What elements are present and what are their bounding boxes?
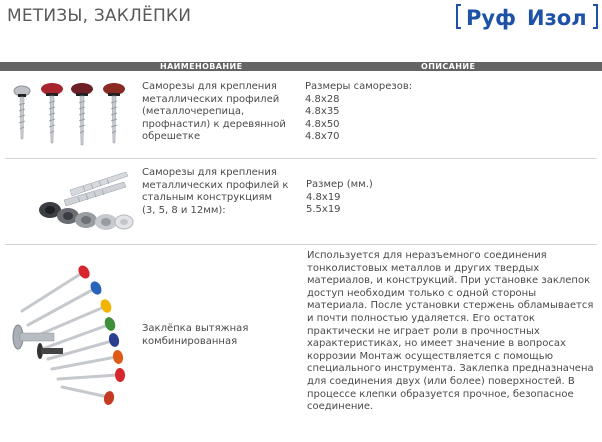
row-1-name-line: профнастил) к деревянной bbox=[142, 118, 286, 130]
column-header-name: НАИМЕНОВАНИЕ bbox=[160, 62, 243, 71]
row-3-name bbox=[142, 323, 292, 348]
row-3-desc-line: Используется для неразъемного соединения bbox=[307, 250, 547, 261]
blind-rivets-image bbox=[8, 263, 136, 405]
logo-text-ruf: Руф bbox=[466, 6, 516, 30]
column-header-description: ОПИСАНИЕ bbox=[421, 62, 476, 71]
row-2-name-line: Саморезы для крепления bbox=[142, 167, 277, 178]
row-divider bbox=[5, 244, 597, 245]
row-3-desc-line: для соединения двух (или более) поверхностей. В bbox=[307, 375, 575, 387]
row-1-desc-line: 4.8х28 bbox=[305, 93, 340, 105]
row-3-name-line: Заклёпка вытяжная bbox=[142, 323, 249, 334]
roofing-screws-image bbox=[6, 79, 134, 151]
row-2-desc-line: 4.8х19 bbox=[306, 191, 341, 203]
row-3-desc-line: специального инструмента. Заклепка предназначена bbox=[307, 363, 594, 375]
row-2-name-line: металлических профилей к bbox=[142, 179, 289, 191]
row-1-name-line: металлических профилей bbox=[142, 93, 280, 105]
row-divider bbox=[5, 158, 597, 159]
row-3-desc-line: и почти полностью удаляется. Его остаток bbox=[307, 312, 535, 324]
row-3-desc-line: процессе клепки образуется прочное, безопасное bbox=[307, 388, 574, 400]
row-3-desc-line: характеристиках, но имеет значение в вопросах bbox=[307, 338, 566, 350]
row-1-name-line: Саморезы для крепления bbox=[142, 81, 277, 92]
page-title: МЕТИЗЫ, ЗАКЛЁПКИ bbox=[7, 6, 192, 26]
row-2-name bbox=[142, 167, 292, 217]
row-1-desc-line: 4.8х70 bbox=[305, 131, 340, 143]
drill-screws-image bbox=[28, 166, 134, 234]
row-2-name-line: стальным конструкциям bbox=[142, 192, 273, 204]
row-1-desc-line: 4.8х35 bbox=[305, 106, 340, 118]
row-3-description bbox=[307, 250, 598, 414]
row-1-desc-line: 4.8х50 bbox=[305, 118, 340, 130]
row-3-desc-line: практически не играет роли в прочностных bbox=[307, 325, 540, 337]
row-1-description bbox=[305, 81, 505, 144]
logo-text-izol: Изол bbox=[527, 6, 587, 30]
row-3-desc-line: материала. После установки стержень обламывается bbox=[307, 300, 594, 312]
row-2-description bbox=[306, 179, 506, 217]
row-1-name bbox=[142, 81, 292, 144]
row-1-name-line: (металлочерепица, bbox=[142, 106, 245, 118]
row-3-desc-line: материалов, и конструкций. При установке заклепок bbox=[307, 275, 591, 287]
rufizol-logo bbox=[456, 2, 598, 31]
table-header bbox=[0, 62, 602, 71]
row-3-desc-line: тонколистовых металлов и других твердых bbox=[307, 262, 540, 274]
row-2-name-line: (3, 5, 8 и 12мм): bbox=[142, 204, 226, 216]
row-2-desc-line: 5.5х19 bbox=[306, 204, 341, 216]
row-3-desc-line: коррозии Монтаж осуществляется с помощью bbox=[307, 350, 554, 362]
row-1-name-line: обрешетке bbox=[142, 131, 201, 143]
row-3-name-line: комбинированная bbox=[142, 335, 238, 347]
row-3-desc-line: доступ необходим только с одной стороны bbox=[307, 287, 537, 299]
row-2-desc-line: Размер (мм.) bbox=[306, 179, 373, 190]
row-3-desc-line: соединение. bbox=[307, 401, 374, 413]
row-1-desc-line: Размеры саморезов: bbox=[305, 81, 413, 92]
